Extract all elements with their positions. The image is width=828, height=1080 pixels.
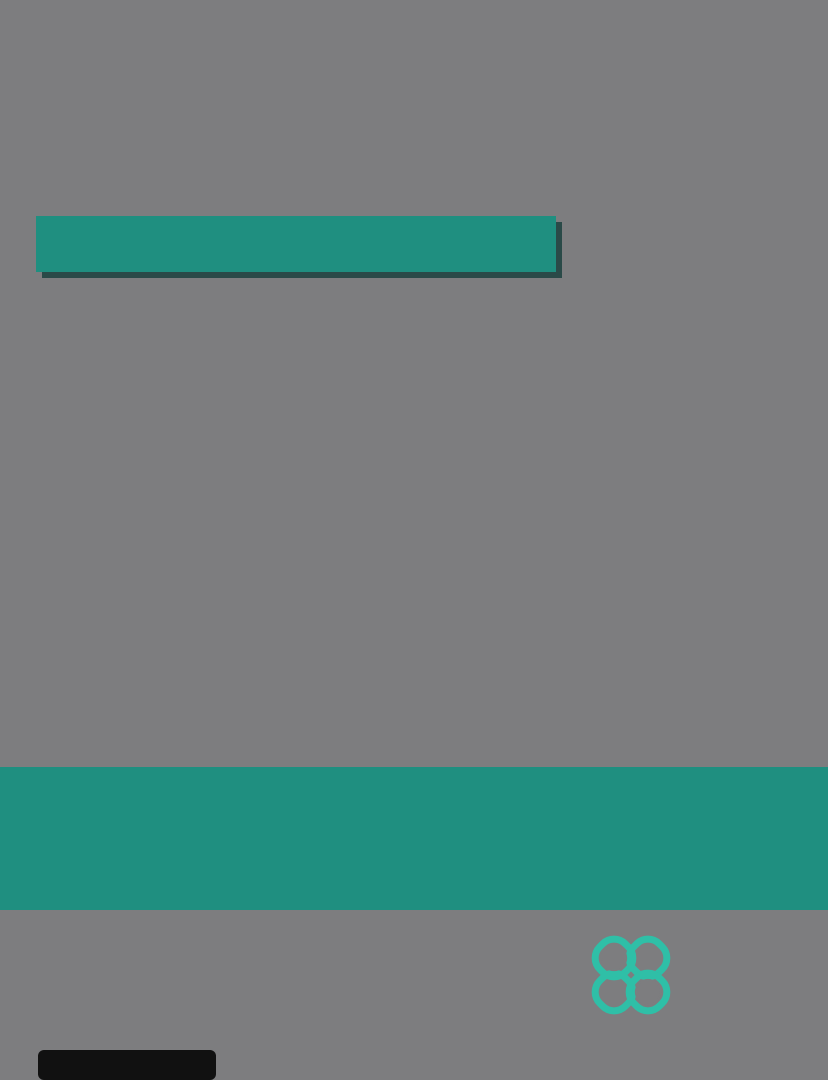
contact-band	[0, 767, 828, 910]
company-logo	[452, 932, 802, 1067]
division-banner	[36, 216, 556, 272]
username-badge	[38, 1050, 216, 1080]
logo-knot-icon	[588, 932, 674, 1018]
qualifications-section	[26, 288, 496, 294]
documents-section	[506, 329, 816, 335]
